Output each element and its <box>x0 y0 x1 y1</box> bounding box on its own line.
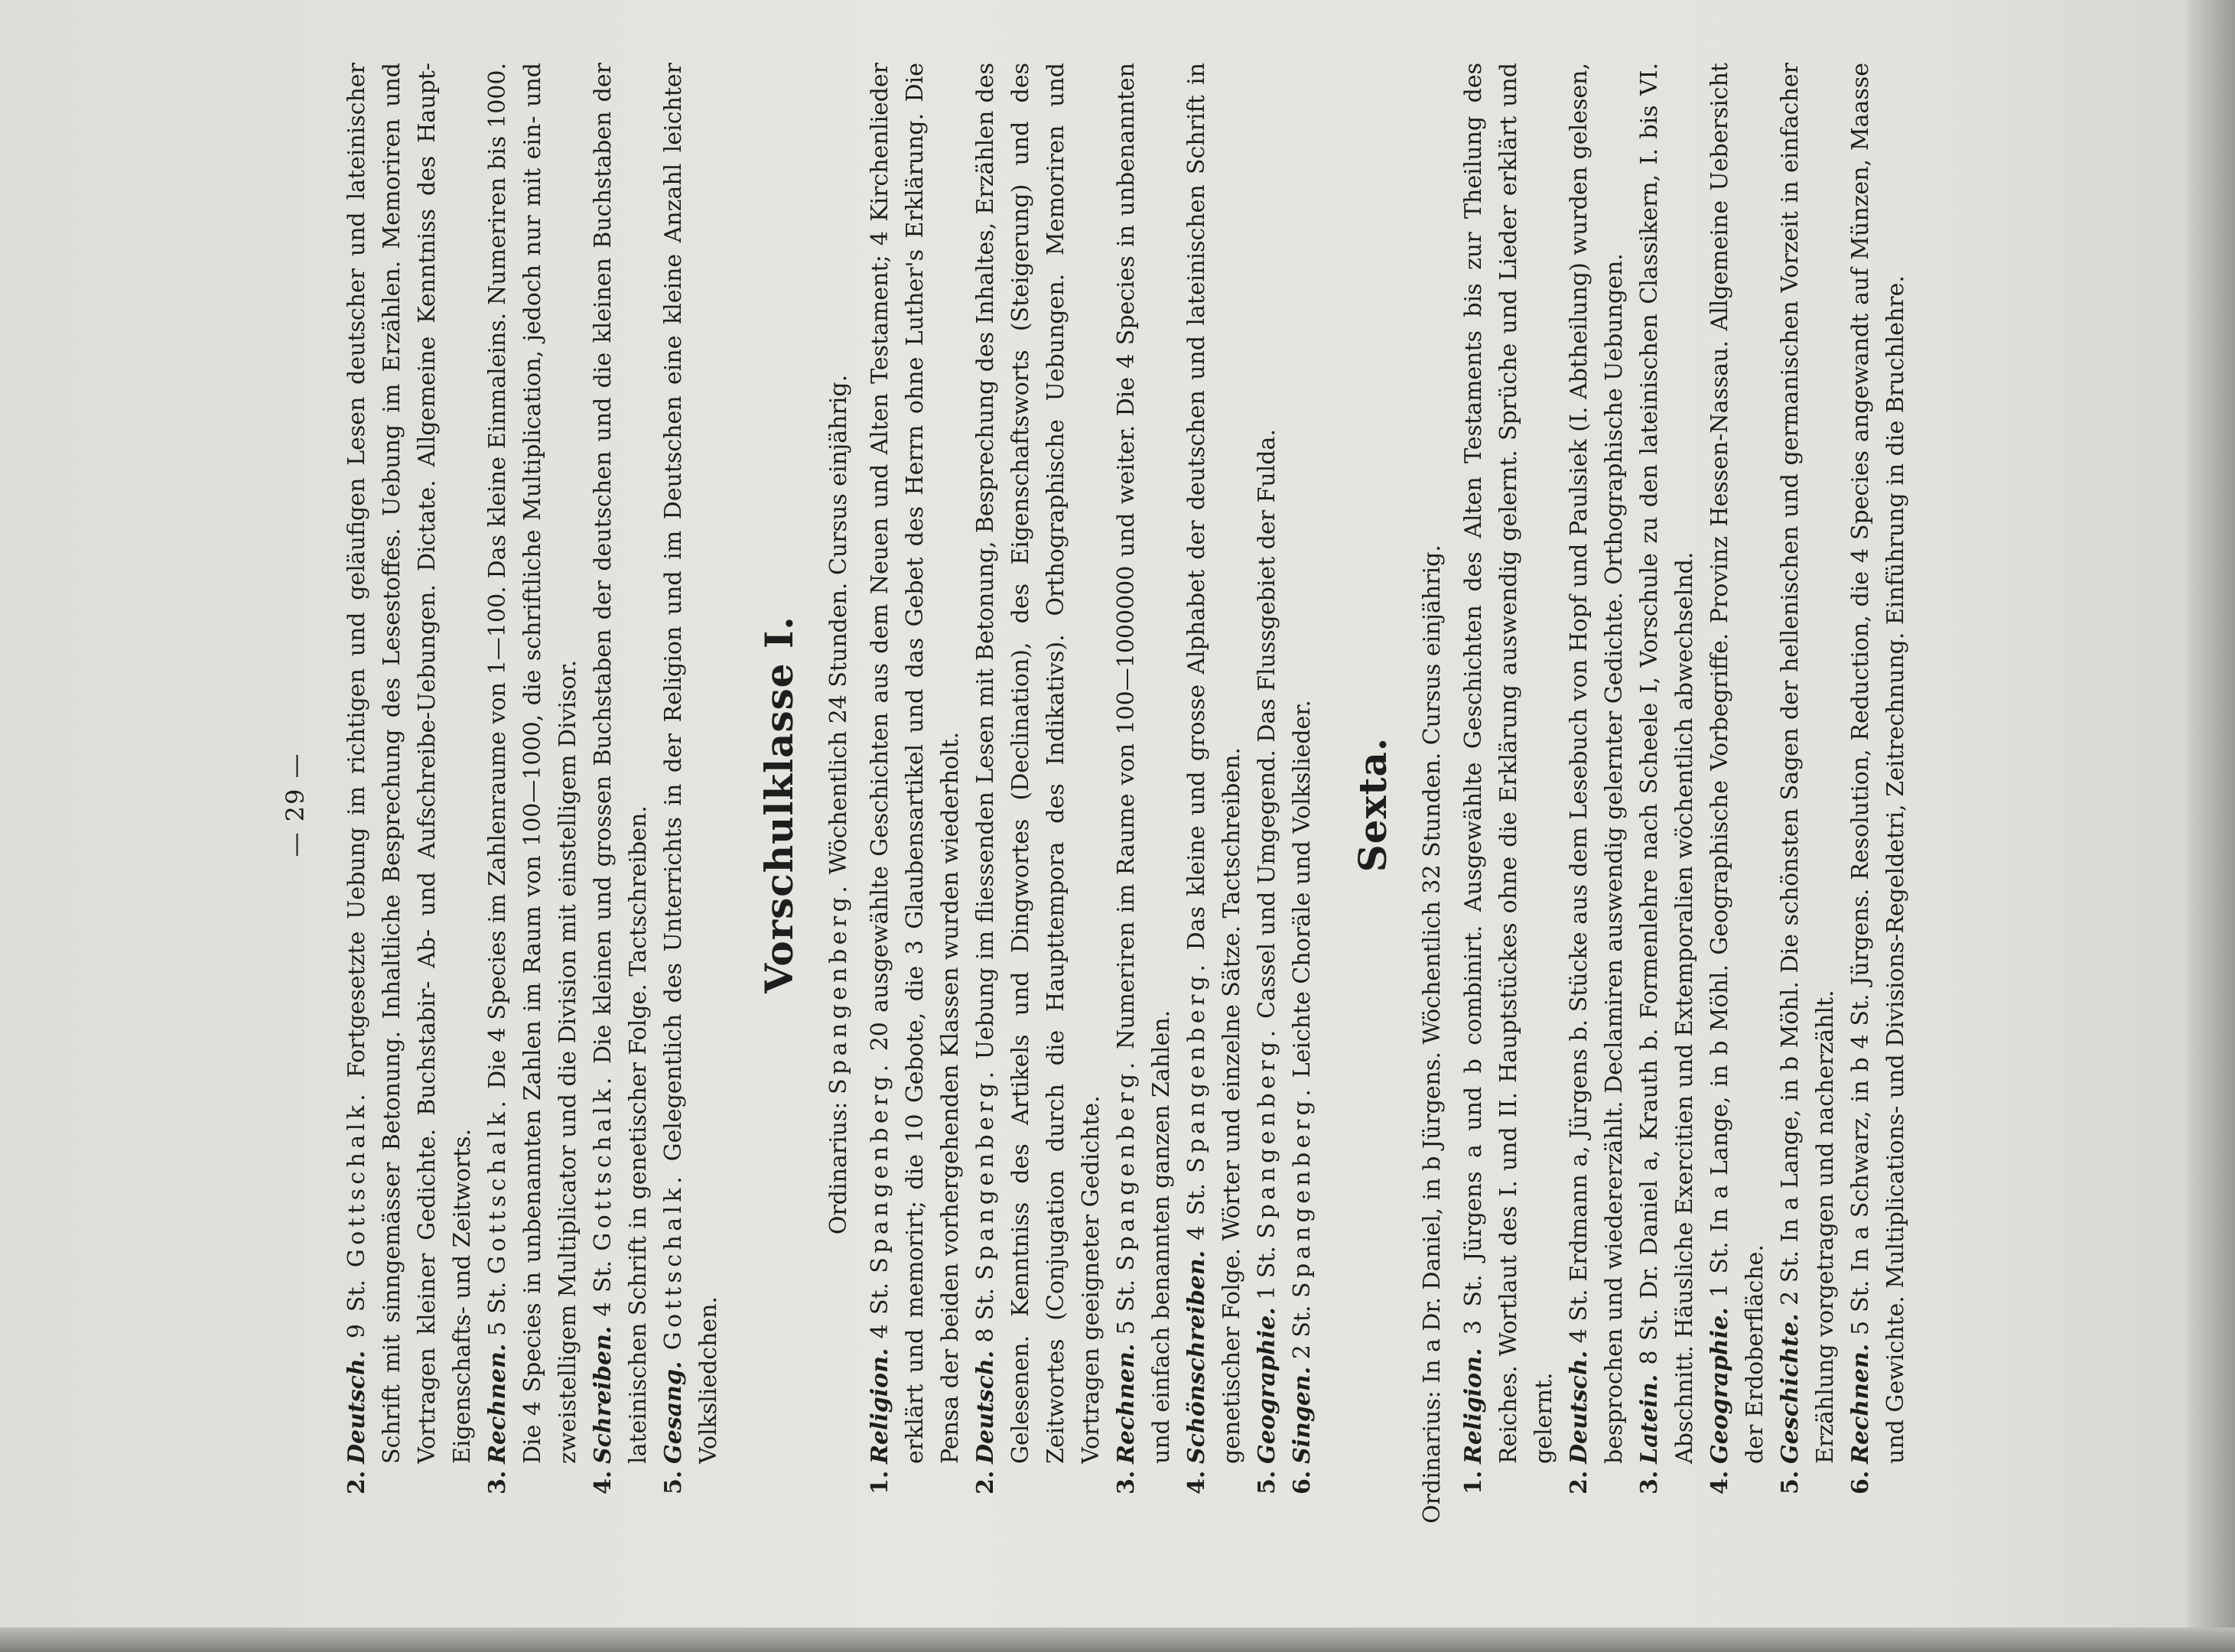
page-edge-shadow-bottom <box>0 1628 2235 1652</box>
section-sexta <box>1456 63 1914 1546</box>
entry-number: 3. <box>1113 1470 1140 1494</box>
curriculum-entry: 5.Geographie. 1 St. Spangenberg. Cassel und Umgegend. Das Flussgebiet der Fulda. <box>1250 63 1285 1546</box>
entry-teacher: Spangenberg. <box>867 1060 893 1273</box>
entry-number: 4. <box>1183 1470 1210 1494</box>
entry-subject: Rechnen. <box>1847 1343 1874 1464</box>
entry-teacher: Spangenberg. <box>1254 1026 1280 1239</box>
entry-number: 2. <box>1566 1470 1592 1494</box>
rotated-document-page <box>265 40 1986 1569</box>
ordinarius-line-sexta: Ordinarius: In a Dr. Daniel, in b Jürgens. Wöchentlich 32 Stunden. Cursus einjährig. <box>1419 545 1446 1524</box>
entry-subject: Deutsch. <box>1566 1350 1592 1464</box>
entry-teacher: Spangenberg. <box>972 1067 999 1280</box>
curriculum-entry: 2.Deutsch. 4 St. Erdmann a, Jürgens b. Stücke aus dem Lesebuch von Hopf und Paulsiek (I. Abtheilung) wurden gelesen, besprochen und wiedererzählt. Declamiren auswendig gelernter Gedichte. Orthographische Uebungen. <box>1562 63 1632 1546</box>
entry-number: 6. <box>1289 1470 1316 1494</box>
entry-subject: Rechnen. <box>1113 1343 1140 1464</box>
entry-number: 1. <box>867 1470 893 1494</box>
page-number: — 29 — <box>281 752 310 857</box>
ordinarius-line <box>821 63 857 1546</box>
entry-number: 2. <box>343 1470 370 1494</box>
entry-number: 4. <box>1706 1470 1733 1494</box>
entry-subject: Religion. <box>1460 1348 1487 1464</box>
curriculum-entry: 3.Latein. 8 St. Dr. Daniel a, Krauth b. Formenlehre nach Scheele I, Vorschule zu den lateinischen Classikern, I. bis VI. Abschnitt. Häusliche Exercitien und Extemporalien wöchentlich abwechselnd. <box>1632 63 1703 1546</box>
section-heading-vorschulklasse: Vorschulklasse I. <box>756 616 802 993</box>
entry-teacher: Gottschalk. <box>484 1096 511 1274</box>
entry-number: 5. <box>660 1470 687 1494</box>
curriculum-entry: 4.Schönschreiben. 4 St. Spangenberg. Das kleine und grosse Alphabet der deutschen und lateinischen Schrift in genetischer Folge. Wörter und einzelne Sätze. Tactschreiben. <box>1179 63 1250 1546</box>
entry-subject: Schönschreiben. <box>1183 1250 1210 1464</box>
page-edge-shadow <box>2188 0 2235 1652</box>
entry-number: 4. <box>590 1470 616 1494</box>
entry-subject: Singen. <box>1289 1366 1316 1464</box>
curriculum-entry: 3.Rechnen. 5 St. Gottschalk. Die 4 Species im Zahlenraume von 1—100. Das kleine Einmaleins. Numeriren bis 1000. Die 4 Species in unbenannten Zahlen im Raum von 100—1000, die schriftliche Multiplication, jedoch nur mit ein- und zweistelligem Multiplicator und die Division mit einstelligem Divisor. <box>480 63 586 1546</box>
entry-teacher: Spangenberg. <box>1289 1085 1316 1298</box>
curriculum-entry: 4.Schreiben. 4 St. Gottschalk. Die kleinen und grossen Buchstaben der deutschen und die kleinen Buchstaben der lateinischen Schrift in genetischer Folge. Tactschreiben. <box>586 63 656 1546</box>
entry-subject: Geschichte. <box>1777 1313 1804 1464</box>
entry-subject: Gesang. <box>660 1361 687 1464</box>
entry-number: 3. <box>1636 1470 1663 1494</box>
curriculum-entry: 3.Rechnen. 5 St. Spangenberg. Numeriren im Raume von 100—1000000 und weiter. Die 4 Species in unbenannten und einfach benannten ganzen Zahlen. <box>1109 63 1179 1546</box>
entry-subject: Latein. <box>1636 1374 1663 1464</box>
entry-teacher: Gottschalk. <box>660 1172 687 1351</box>
curriculum-entry: 4.Geographie. 1 St. In a Lange, in b Möhl. Geographische Vorbegriffe. Provinz Hessen-Nassau. Allgemeine Uebersicht der Erdoberfläche. <box>1703 63 1773 1546</box>
entry-teacher: Spangenberg. <box>1183 960 1210 1173</box>
entry-number: 3. <box>484 1470 511 1494</box>
entry-subject: Rechnen. <box>484 1343 511 1464</box>
curriculum-entry: 5.Gesang. Gottschalk. Gelegentlich des Unterrichts in der Religion und im Deutschen eine kleine Anzahl leichter Volksliedchen. <box>656 63 727 1546</box>
entry-number: 1. <box>1460 1470 1487 1494</box>
curriculum-entry: 6.Singen. 2 St. Spangenberg. Leichte Choräle und Volkslieder. <box>1285 63 1320 1546</box>
entry-number: 6. <box>1847 1470 1874 1494</box>
entry-subject: Deutsch. <box>343 1350 370 1464</box>
ordinarius-label: Ordinarius: <box>825 1101 852 1235</box>
section-vorschulklasse <box>863 63 1320 1546</box>
curriculum-entry: 1.Religion. 4 St. Spangenberg. 20 ausgewählte Geschichten aus dem Neuen und Alten Testament; 4 Kirchenlieder erklärt und memorirt; die 10 Gebote, die 3 Glaubensartikel und das Gebet des Herrn ohne Luther's Erklärung. Die Pensa der beiden vorhergehenden Klassen wurden wiederholt. <box>863 63 968 1546</box>
curriculum-entry: 6.Rechnen. 5 St. In a Schwarz, in b 4 St. Jürgens. Resolution, Reduction, die 4 Species angewandt auf Münzen, Maasse und Gewichte. Multiplications- und Divisions-Regeldetri, Zeitrechnung. Einführung in die Bruchlehre. <box>1843 63 1914 1546</box>
curriculum-entry: 2.Deutsch. 9 St. Gottschalk. Fortgesetzte Uebung im richtigen und geläufigen Lesen deutscher und lateinischer Schrift mit sinngemässer Betonung. Inhaltliche Besprechung des Lesestoffes. Uebung im Erzählen. Memoriren und Vortragen kleiner Gedichte. Buchstabir- Ab- und Aufschreibe-Uebungen. Dictate. Allgemeine Kenntniss des Haupt- Eigenschafts- und Zeitworts. <box>340 63 480 1546</box>
entry-number: 5. <box>1254 1470 1280 1494</box>
curriculum-entry: 2.Deutsch. 8 St. Spangenberg. Uebung im fliessenden Lesen mit Betonung, Besprechung des Inhaltes, Erzählen des Gelesenen. Kenntniss des Artikels und Dingwortes (Declination), des Eigenschaftsworts (Steigerung) und des Zeitwortes (Conjugation durch die Haupttempora des Indikativs). Orthographische Uebungen. Memoriren und Vortragen geeigneter Gedichte. <box>968 63 1109 1546</box>
ordinarius-rest: Wöchentlich 24 Stunden. Cursus einjährig. <box>825 374 852 875</box>
entry-teacher: Gottschalk. <box>590 1073 616 1251</box>
entry-subject: Geographie. <box>1254 1307 1280 1464</box>
entry-subject: Deutsch. <box>972 1350 999 1464</box>
entry-number: 2. <box>972 1470 999 1494</box>
section-heading-sexta: Sexta. <box>1350 737 1395 873</box>
entry-subject: Religion. <box>867 1348 893 1464</box>
ordinarius-name: Spangenberg. <box>825 881 852 1094</box>
curriculum-entry: 1.Religion. 3 St. Jürgens a und b combinirt. Ausgewählte Geschichten des Alten Testaments bis zur Theilung des Reiches. Wortlaut des I. und II. Hauptstückes ohne die Erklärung auswendig gelernt. Sprüche und Lieder erklärt und gelernt. <box>1456 63 1562 1546</box>
section-continued <box>340 63 727 1546</box>
entry-teacher: Gottschalk. <box>343 1089 370 1268</box>
entry-subject: Schreiben. <box>590 1325 616 1464</box>
entry-teacher: Spangenberg. <box>1113 1058 1140 1271</box>
entry-subject: Geographie. <box>1706 1307 1733 1464</box>
entry-number: 5. <box>1777 1470 1804 1494</box>
curriculum-entry: 5.Geschichte. 2 St. In a Lange, in b Möhl. Die schönsten Sagen der hellenischen und germanischen Vorzeit in einfacher Erzählung vorgetragen und nacherzählt. <box>1773 63 1843 1546</box>
